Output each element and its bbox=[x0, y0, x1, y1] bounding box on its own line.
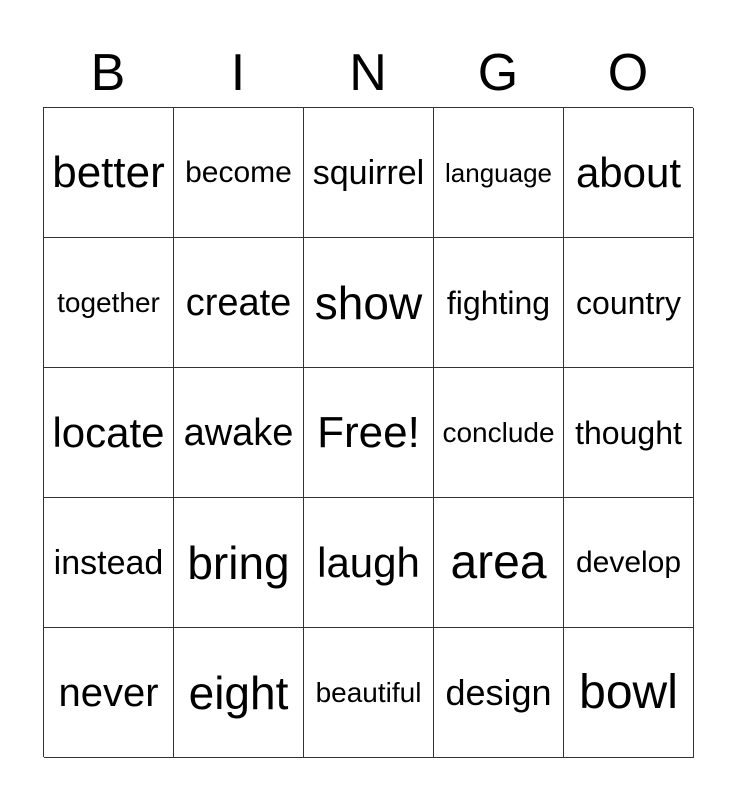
header-letter-n: N bbox=[349, 44, 387, 102]
bingo-cell: laugh bbox=[304, 498, 434, 628]
header-letter-b: B bbox=[90, 44, 126, 102]
bingo-cell: create bbox=[174, 238, 304, 368]
bingo-cell: instead bbox=[44, 498, 174, 628]
bingo-cell: bowl bbox=[564, 628, 694, 758]
bingo-cell: awake bbox=[174, 368, 304, 498]
bingo-cell: area bbox=[434, 498, 564, 628]
bingo-cell: squirrel bbox=[304, 108, 434, 238]
bingo-grid bbox=[43, 107, 693, 757]
bingo-cell: eight bbox=[174, 628, 304, 758]
header-letter-o: O bbox=[607, 44, 649, 102]
bingo-cell: become bbox=[174, 108, 304, 238]
bingo-cell: bring bbox=[174, 498, 304, 628]
bingo-cell: country bbox=[564, 238, 694, 368]
bingo-cell: fighting bbox=[434, 238, 564, 368]
bingo-cell: design bbox=[434, 628, 564, 758]
bingo-cell: beautiful bbox=[304, 628, 434, 758]
bingo-cell: develop bbox=[564, 498, 694, 628]
bingo-cell: together bbox=[44, 238, 174, 368]
bingo-cell: about bbox=[564, 108, 694, 238]
header-letter-g: G bbox=[477, 44, 519, 102]
header-letter-i: I bbox=[230, 44, 246, 102]
free-space: Free! bbox=[304, 368, 434, 498]
bingo-cell: conclude bbox=[434, 368, 564, 498]
bingo-cell: language bbox=[434, 108, 564, 238]
bingo-cell: better bbox=[44, 108, 174, 238]
bingo-header bbox=[43, 40, 693, 106]
bingo-cell: locate bbox=[44, 368, 174, 498]
bingo-cell: thought bbox=[564, 368, 694, 498]
bingo-cell: never bbox=[44, 628, 174, 758]
bingo-cell: show bbox=[304, 238, 434, 368]
